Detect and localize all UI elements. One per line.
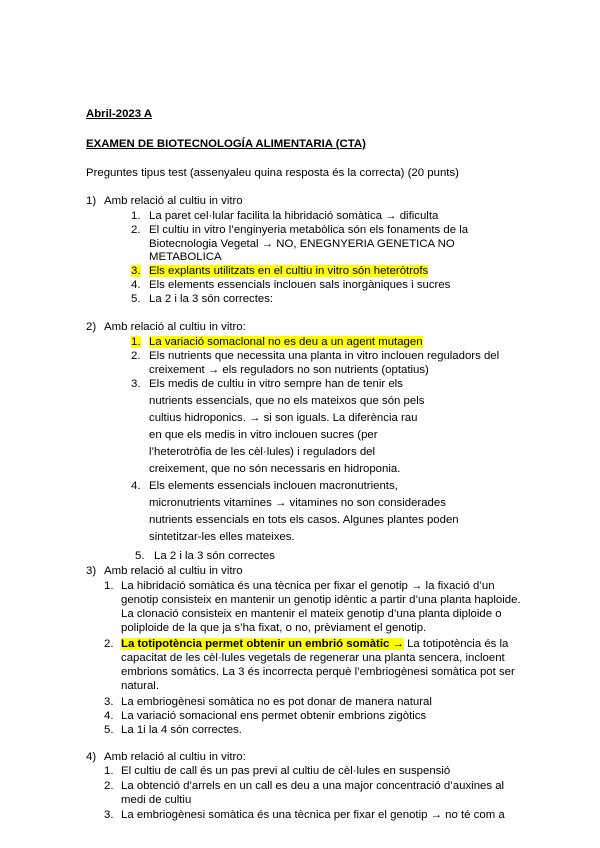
option-number: 5. (131, 293, 141, 305)
option-number: 3. (104, 696, 114, 708)
question-number: 2) (86, 321, 97, 333)
option-text: La paret cel·lular facilita la hibridació somàtica → dificulta (149, 210, 439, 222)
question-number: 1) (86, 195, 97, 207)
question-stem: Amb relació al cultiu in vitro (104, 565, 243, 577)
option-text: La obtenció d’arrels en un call es deu a una major concentració d’auxines al (121, 780, 505, 792)
option-number: 2. (104, 780, 114, 792)
option-text: La 2 i la 3 són correctes: (149, 293, 274, 305)
question-stem: Amb relació al cultiu in vitro: (104, 751, 246, 763)
option-text: l’heterotròfia de les cèl·lules) i reguladors del (149, 446, 376, 458)
option-text: genotip consisteix en mantenir un genotip idèntic a partir d’una planta haploide. (121, 594, 521, 606)
highlight-mark: Els explants utilitzats en el cultiu in vitro són heteròtrofs (149, 265, 429, 277)
option-text: sintetitzar-les elles mateixes. (149, 531, 295, 543)
option-number: 3. (104, 809, 114, 821)
highlight-mark: La totipotència permet obtenir un embrió somàtic → (121, 638, 404, 650)
option-text: METABOLICA (149, 251, 222, 263)
option-text: creixement → els reguladors no son nutrients (optatius) (149, 364, 429, 376)
option-text: La embriogènesi somàtica és una tècnica per fixar el genotip → no té com a (121, 809, 505, 821)
option-number: 1. (104, 580, 114, 592)
option-text: El cultiu in vitro l’enginyeria metabòlica són els fonaments de la (149, 224, 469, 236)
option-text-highlighted (149, 335, 423, 349)
option-text: Els medis de cultiu in vitro sempre han de tenir els (149, 378, 403, 390)
option-number: 2. (131, 224, 141, 236)
option-text: La 2 i la 3 són correctes (154, 550, 275, 562)
option-text: La embriogènesi somàtica no es pot donar de manera natural (121, 696, 432, 708)
option-number: 4. (131, 279, 141, 291)
option-text: La 1i la 4 són correctes. (121, 724, 242, 736)
option-text: nutrients essencials, que no els mateixos que són pels (149, 395, 425, 407)
option-number: 5. (135, 550, 145, 562)
option-number: 4. (131, 480, 141, 492)
option-text: micronutrients vitamines → vitamines no son considerades (149, 497, 446, 509)
option-number: 3. (131, 378, 141, 390)
question-number: 3) (86, 565, 97, 577)
option-text: La clonació consisteix en mantenir el mateix genotip d’una planta diploide o (121, 608, 502, 620)
highlight-mark: 3. (131, 265, 141, 277)
highlight-mark: La variació somaclonal no es deu a un agent mutagen (149, 336, 423, 348)
option-text: creixement, que no són necessaris en hidroponia. (149, 463, 401, 475)
option-text: capacitat de les cèl·lules vegetals de regenerar una planta sencera, incloent (121, 652, 505, 664)
option-number (131, 264, 141, 278)
option-text: cultius hidroponics. → si son iguals. La diferència rau (149, 412, 418, 424)
option-number: 1. (104, 765, 114, 777)
option-text: poliploide de la que ja s’ha fixat, o no, prèviament el genotip. (121, 622, 427, 634)
option-text: La hibridació somàtica és una tècnica per fixar el genotip → la fixació d’un (121, 580, 495, 592)
option-text: La variació somacional ens permet obtenir embrions zigòtics (121, 710, 427, 722)
option-text: El cultiu de call és un pas previ al cultiu de cèl·lules en suspensió (121, 765, 451, 777)
question-number: 4) (86, 751, 97, 763)
page-title: EXAMEN DE BIOTECNOLOGÍA ALIMENTARIA (CTA) (86, 138, 366, 150)
option-number: 2. (104, 638, 114, 650)
exam-date: Abril-2023 A (86, 108, 153, 120)
option-number: 5. (104, 724, 114, 736)
option-text: natural. (121, 680, 159, 692)
option-text: Els elements essencials inclouen macronutrients, (149, 480, 398, 492)
option-text: embrions somàtics. La 3 és incorrecta perquè l’embriogènesi somàtica pot ser (121, 666, 515, 678)
option-text: nutrients essencials en tots els casos. Algunes plantes poden (149, 514, 459, 526)
instructions: Preguntes tipus test (assenyaleu quina resposta és la correcta) (20 punts) (86, 167, 459, 179)
option-text: Biotecnologia Vegetal → NO, ENEGNYERIA GENETICA NO (149, 238, 455, 250)
option-text: La totipotència és la (403, 638, 509, 650)
option-text: Els elements essencials inclouen sals inorgàniques i sucres (149, 279, 451, 291)
option-number: 2. (131, 350, 141, 362)
option-number: 4. (104, 710, 114, 722)
option-text-highlighted (149, 264, 428, 278)
option-number (131, 335, 141, 349)
question-stem: Amb relació al cultiu in vitro (104, 195, 243, 207)
option-number: 1. (131, 210, 141, 222)
highlight-mark: 1. (131, 336, 141, 348)
option-text: Els nutrients que necessita una planta in vitro inclouen reguladors del (149, 350, 500, 362)
question-stem: Amb relació al cultiu in vitro: (104, 321, 246, 333)
option-text: medi de cultiu (121, 794, 192, 806)
option-text-highlighted (121, 637, 508, 651)
option-text: en que els medis in vitro inclouen sucres (per (149, 429, 378, 441)
